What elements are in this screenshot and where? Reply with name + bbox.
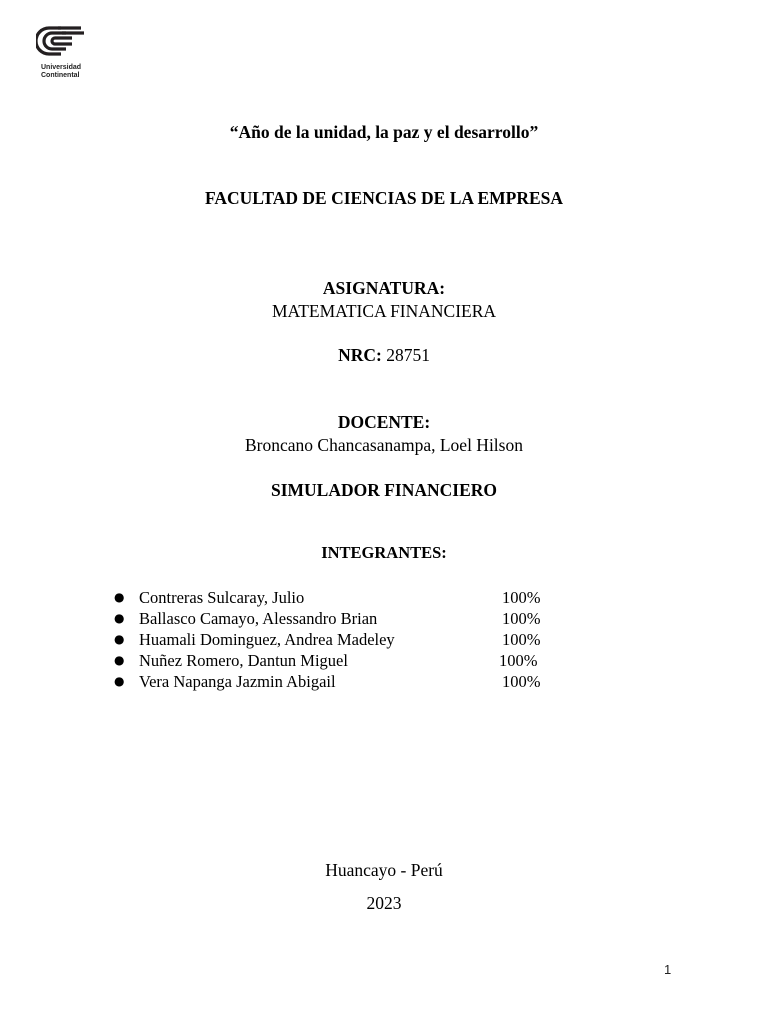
member-percent: 100% (502, 630, 541, 649)
university-logo (36, 24, 96, 84)
teacher-name: Broncano Chancasanampa, Loel Hilson (245, 435, 523, 455)
subject-value: MATEMATICA FINANCIERA (271, 301, 497, 321)
list-item (114, 671, 554, 692)
location: Huancayo - Perú (325, 860, 443, 880)
faculty-title: FACULTAD DE CIENCIAS DE LA EMPRESA (205, 188, 563, 208)
member-name: Nuñez Romero, Dantun Miguel (139, 651, 348, 670)
members-label: INTEGRANTES: (321, 543, 447, 562)
document-title: SIMULADOR FINANCIERO (270, 480, 498, 500)
list-item (114, 629, 554, 650)
logo-line-2: Continental (41, 72, 80, 79)
bullet-icon: ● (114, 674, 125, 688)
logo-text (41, 64, 81, 80)
nrc-label: NRC: (338, 345, 382, 365)
subject-label: ASIGNATURA: (322, 278, 446, 298)
member-percent: 100% (499, 651, 538, 670)
year-motto: “Año de la unidad, la paz y el desarrollo” (229, 122, 539, 142)
page-number: 1 (664, 962, 672, 977)
member-name: Contreras Sulcaray, Julio (139, 588, 305, 607)
university-emblem-icon (36, 24, 88, 58)
member-name: Huamali Dominguez, Andrea Madeley (139, 630, 395, 649)
teacher-label: DOCENTE: (337, 412, 431, 432)
bullet-icon: ● (114, 632, 125, 646)
logo-line-1: Universidad (41, 64, 82, 71)
bullet-icon: ● (114, 611, 125, 625)
year: 2023 (366, 893, 402, 913)
member-name: Vera Napanga Jazmin Abigail (139, 672, 336, 691)
list-item (114, 587, 554, 608)
list-item (114, 608, 554, 629)
bullet-icon: ● (114, 590, 125, 604)
members-list (114, 587, 554, 692)
list-item (114, 650, 554, 671)
nrc-value: 28751 (386, 345, 430, 365)
member-percent: 100% (502, 672, 541, 691)
member-percent: 100% (502, 609, 541, 628)
member-name: Ballasco Camayo, Alessandro Brian (139, 609, 378, 628)
bullet-icon: ● (114, 653, 125, 667)
member-percent: 100% (502, 588, 541, 607)
nrc-line (0, 345, 768, 366)
